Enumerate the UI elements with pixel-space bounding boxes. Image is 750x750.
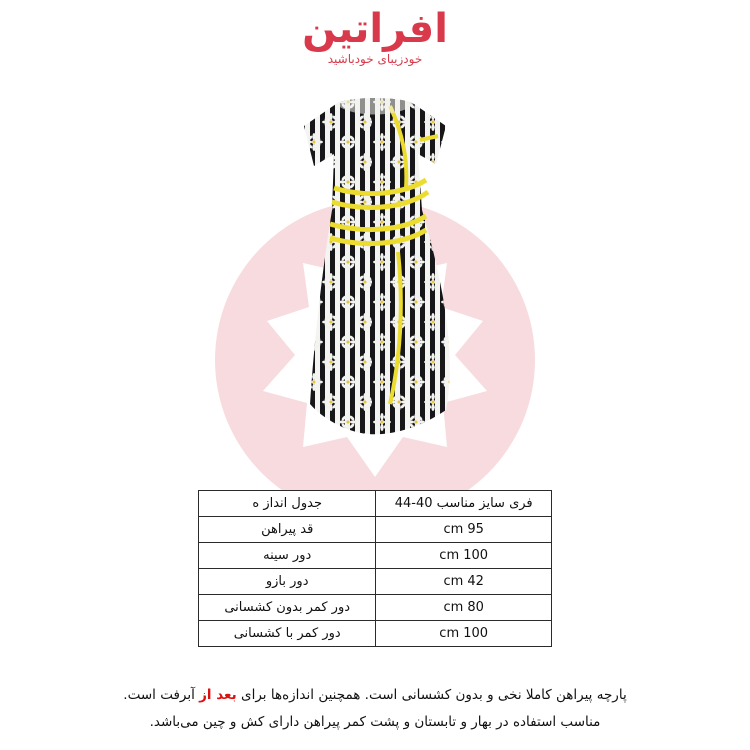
note-line-1-part-2: آبرفت است. xyxy=(123,687,200,703)
size-table-label: دور کمر بدون کشسانی xyxy=(199,595,376,621)
brand-slogan: خودزیبای خودباشید xyxy=(327,52,423,66)
size-table xyxy=(198,490,552,647)
size-table-label: دور سینه xyxy=(199,543,376,569)
table-row xyxy=(199,595,552,621)
striped-floral-dress-photo xyxy=(270,92,480,457)
size-table-value: فری سایز مناسب 40-44 xyxy=(376,491,552,517)
size-table-value: 100 cm xyxy=(376,543,552,569)
note-line-1 xyxy=(0,682,750,709)
size-table-container xyxy=(0,490,750,647)
size-table-value: 100 cm xyxy=(376,621,552,647)
note-highlight: بعد از xyxy=(199,687,237,703)
size-table-label: جدول انداز ه xyxy=(199,491,376,517)
size-table-label: دور بازو xyxy=(199,569,376,595)
brand-logo: افراتین xyxy=(302,6,448,52)
table-row xyxy=(199,517,552,543)
table-row xyxy=(199,491,552,517)
size-table-label: دور کمر با کشسانی xyxy=(199,621,376,647)
table-row xyxy=(199,621,552,647)
brand-header xyxy=(0,0,750,66)
size-table-value: 42 cm xyxy=(376,569,552,595)
note-line-2: مناسب استفاده در بهار و تابستان و پشت کمر پیراهن دارای کش و چین می‌باشد. xyxy=(149,714,601,730)
footer-notes xyxy=(0,682,750,736)
size-table-value: 95 cm xyxy=(376,517,552,543)
table-row xyxy=(199,569,552,595)
table-row xyxy=(199,543,552,569)
note-line-1-part-1: پارچه پیراهن کاملا نخی و بدون کشسانی است. همچنین اندازه‌ها برای xyxy=(236,687,627,703)
size-table-value: 80 cm xyxy=(376,595,552,621)
product-image xyxy=(0,92,750,482)
size-table-label: قد پیراهن xyxy=(199,517,376,543)
